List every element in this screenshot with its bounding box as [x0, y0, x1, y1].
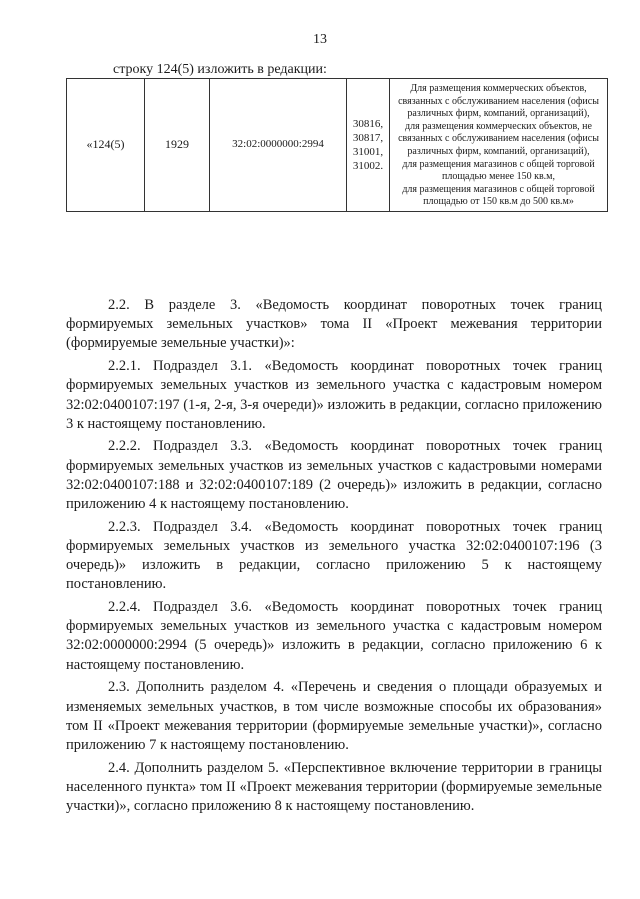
amendment-table — [66, 78, 608, 212]
code-item: 31001, — [352, 145, 384, 158]
paragraph-2-2-2: 2.2.2. Подраздел 3.3. «Ведомость координат поворотных точек границ формируемых земельных участков из земельных участков с кадастровыми номерами 32:02:0400107:188 и 32:02:0400107:189 (2 очередь)» изложить в редакции, согласно приложению 4 к настоящему постановлению. — [66, 438, 602, 513]
table-row — [67, 79, 608, 212]
paragraph-2-4: 2.4. Дополнить разделом 5. «Перспективное включение территории в границы населенного пункта» том II «Проект межевания территории (формируемые земельные участки)», согласно приложению 8 к настоящему постановлению. — [66, 759, 602, 815]
cadastral-number-cell: 32:02:0000000:2994 — [210, 79, 347, 212]
permitted-use-item: Для размещения коммерческих объектов, связанных с обслуживанием населения (офисы различных фирм, компаний, организаций), — [398, 83, 599, 120]
page-number: 13 — [313, 32, 327, 47]
permitted-use-item: для размещения магазинов с общей торговой площадью от 150 кв.м до 500 кв.м» — [402, 183, 595, 208]
code-item: 30816, — [352, 117, 384, 130]
paragraph-2-2: 2.2. В разделе 3. «Ведомость координат поворотных точек границ формируемых земельных участков» тома II «Проект межевания территории (формируемые земельные участки)»: — [66, 297, 602, 352]
zone-code-cell: 1929 — [145, 79, 210, 212]
permitted-use-cell — [390, 79, 608, 212]
permitted-use-item: для размещения магазинов с общей торговой площадью менее 150 кв.м, — [402, 158, 595, 183]
document-body — [66, 296, 602, 820]
paragraph-2-3: 2.3. Дополнить разделом 4. «Перечень и сведения о площади образуемых и изменяемых земельных участков, в том числе возможные способы их образования» том II «Проект межевания территории (формируемые земельные участки)», согласно приложению 7 к настоящему постановлению. — [66, 679, 602, 753]
code-item: 30817, — [352, 131, 384, 144]
codes-cell — [347, 79, 390, 212]
code-item: 31002. — [352, 159, 384, 172]
row-number-cell: «124(5) — [67, 79, 145, 212]
intro-line: строку 124(5) изложить в редакции: — [113, 62, 327, 77]
paragraph-2-2-3: 2.2.3. Подраздел 3.4. «Ведомость координат поворотных точек границ формируемых земельных участков из земельного участка 32:02:0400107:196 (3 очередь)» изложить в редакции, согласно приложению 5 к настоящему постановлению. — [66, 518, 602, 593]
permitted-use-item: для размещения коммерческих объектов, не связанных с обслуживанием населения (офисы различных фирм, компаний, организаций), — [398, 120, 599, 157]
paragraph-2-2-1: 2.2.1. Подраздел 3.1. «Ведомость координат поворотных точек границ формируемых земельных участков из земельного участка с кадастровым номером 32:02:0400107:197 (1-я, 2-я, 3-я очереди)» изложить в редакции, согласно приложению 3 к настоящему постановлению. — [66, 358, 602, 432]
paragraph-2-2-4: 2.2.4. Подраздел 3.6. «Ведомость координат поворотных точек границ формируемых земельных участков из земельного участка с кадастровым номером 32:02:0000000:2994 (5 очередь)» изложить в редакции, согласно приложению 6 к настоящему постановлению. — [66, 599, 602, 673]
